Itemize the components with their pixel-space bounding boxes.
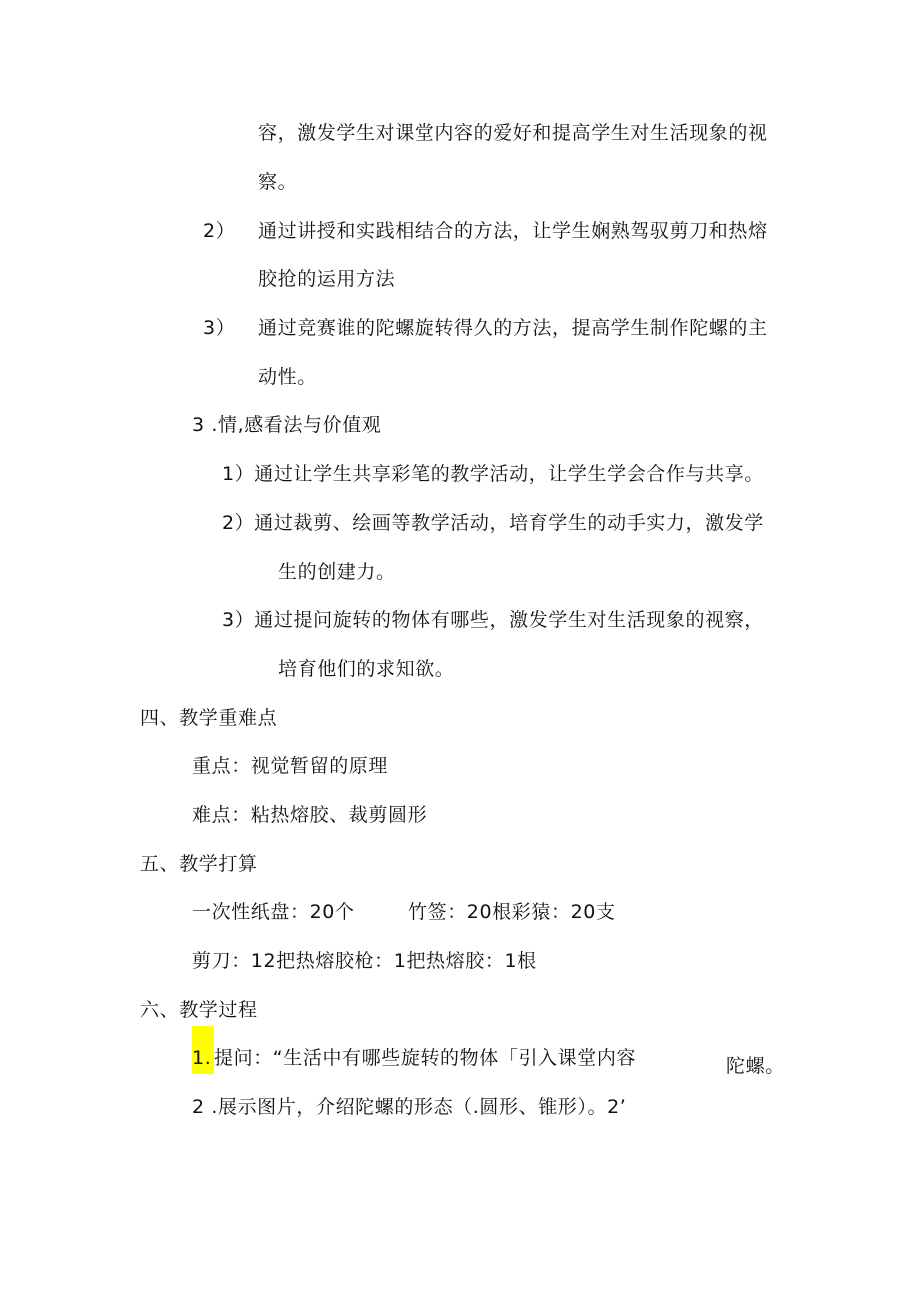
- list-item-text: 2 .展示图片，介绍陀螺的形态（.圆形、锥形）。2’: [192, 1096, 627, 1118]
- list-item-text: 2）通过裁剪、绘画等教学活动，培育学生的动手实力，激发学: [222, 512, 764, 534]
- paragraph-line: 动性。: [258, 366, 317, 388]
- paragraph-line: 胶抢的运用方法: [258, 268, 396, 290]
- list-number: 3）: [203, 317, 236, 339]
- section-heading: 五、教学打算: [140, 853, 258, 875]
- list-number: 2）: [203, 220, 236, 242]
- list-number: 1.: [192, 1047, 212, 1069]
- paragraph-line: 察。: [258, 171, 298, 193]
- paragraph-line: 生的创建力。: [278, 561, 396, 583]
- materials-line: 剪刀：12把热熔胶枪：1把热熔胶：1根: [192, 950, 537, 972]
- section-heading: 六、教学过程: [140, 999, 258, 1021]
- materials-line: 竹签：20根彩猿：20支: [408, 901, 616, 923]
- margin-text: 陀螺。: [726, 1055, 785, 1077]
- paragraph-line: 难点：粘热熔胶、裁剪圆形: [192, 804, 428, 826]
- paragraph-line: 培育他们的求知欲。: [278, 658, 455, 680]
- list-item-text: 通过竞赛谁的陀螺旋转得久的方法，提高学生制作陀螺的主: [258, 317, 768, 339]
- section-heading: 四、教学重难点: [140, 707, 278, 729]
- list-item-text: 3）通过提问旋转的物体有哪些，激发学生对生活现象的视察，: [222, 609, 764, 631]
- list-item-text: 通过讲授和实践相结合的方法，让学生娴熟驾驭剪刀和热熔: [258, 220, 768, 242]
- list-item-text: 1）通过让学生共享彩笔的教学活动，让学生学会合作与共享。: [222, 463, 764, 485]
- subsection-heading: 3 .情,感看法与价值观: [192, 414, 382, 436]
- paragraph-line: 容，激发学生对课堂内容的爱好和提高学生对生活现象的视: [258, 122, 768, 144]
- paragraph-line: 重点：视觉暂留的原理: [192, 755, 389, 777]
- materials-line: 一次性纸盘：20个: [192, 901, 355, 923]
- list-item-text: 提问：“生活中有哪些旋转的物体「引入课堂内容: [214, 1047, 637, 1069]
